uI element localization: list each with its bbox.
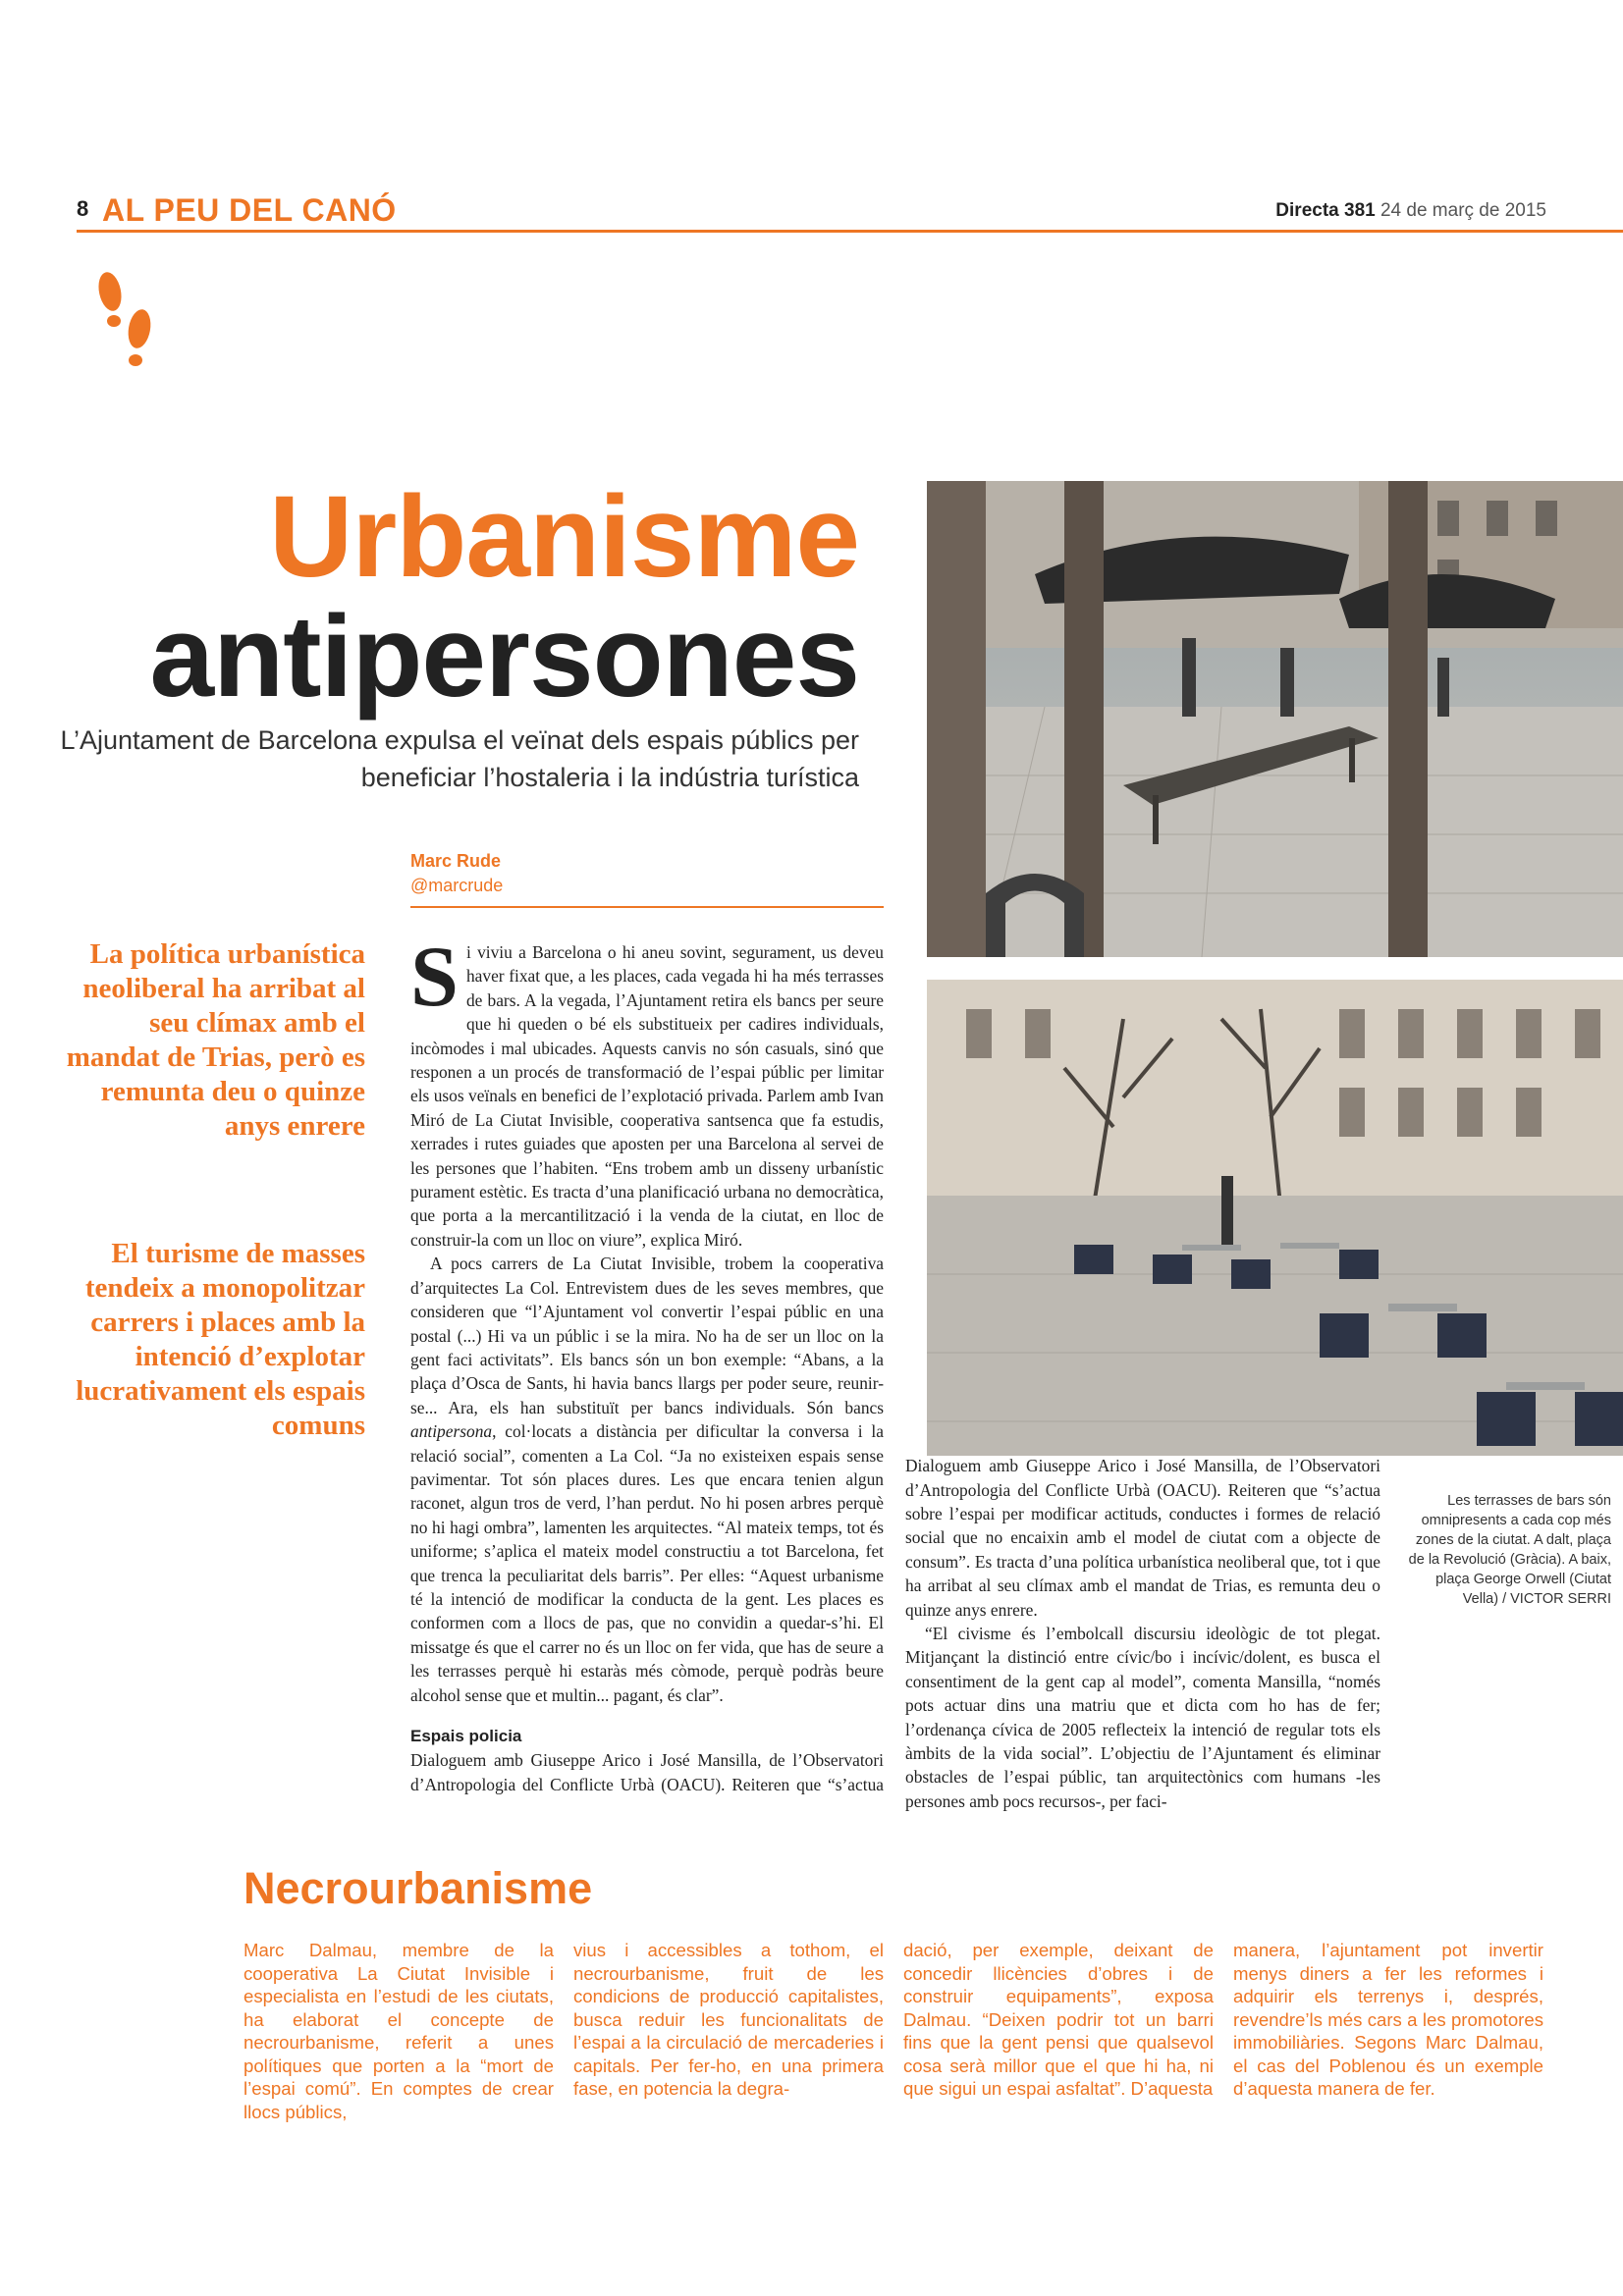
box-title: Necrourbanisme xyxy=(243,1863,593,1913)
article-body-column-2 xyxy=(905,1456,1380,1813)
article-paragraph xyxy=(905,1454,1380,1622)
box-column: dació, per exemple, deixant de concedir llicències d’obres i de construir equipaments”, exposa Dalmau. “Deixen podrir tot un barri fins que la gent pensi que qualsevol cosa serà millor que el que hi ha, ni que sigui un espai asfaltat”. D’aquesta xyxy=(903,1940,1214,2099)
subtitle: L’Ajuntament de Barcelona expulsa el veïnat dels espais públics per beneficiar l’hostaleria i la indústria turística xyxy=(60,725,859,792)
section-title: AL PEU DEL CANÓ xyxy=(102,192,397,228)
issue-date: 24 de març de 2015 xyxy=(1380,200,1546,221)
photo-placa-revolucio xyxy=(927,481,1623,957)
box-column: Marc Dalmau, membre de la cooperativa La Ciutat Invisible i especialista en l’estudi de les ciutats, ha elaborat el concepte de necrourbanisme, referit a unes polítiques que porten a la “mort de l’espai comú”. En comptes de crear llocs públics, xyxy=(243,1940,554,2122)
italic-term: antipersona xyxy=(410,1421,493,1442)
photo-caption: Les terrasses de bars són omnipresents a cada cop més zones de la ciutat. A dalt, plaça de la Revolució (Gràcia). A baix, plaça George Orwell (Ciutat Vella) / VICTOR SERRI xyxy=(1408,1493,1611,1607)
paragraph-text: i viviu a Barcelona o hi aneu sovint, segurament, us deveu haver fixat que, a les places, cada vegada hi ha més terrasses de bars. A la vegada, l’Ajuntament retira els bancs per seure que hi queden o bé els substitueix per cadires individuals, incòmodes i mal ubicades. Aquests canvis no són casuals, sinó que responen a un procés de transformació de l’espai públic per limitar els usos veïnals en benefici de l’explotació privada. Parlem amb Ivan Miró de La Ciutat Invisible, cooperativa santsenca que fa estudis, xerrades i rutes guiades que aposten per una Barcelona al servei de les persones que l’habiten. “Ens trobem amb un disseny urbanístic purament estètic. Es tracta d’una planificació urbana no democràtica, que porta a la mercantilització i la venda de la ciutat, en lloc de construir-la com un lloc on viure”, explica Miró. xyxy=(410,942,884,1250)
paragraph-text: A pocs carrers de La Ciutat Invisible, trobem la cooperativa d’arquitectes La Col. Entrevistem dues de les seves membres, que consideren que “l’Ajuntament vol convertir l’espai públic en una postal (...) Hi va un públic i se la mira. No ha de ser un lloc on la gent faci activitats”. Els bancs són un bon exemple: “Abans, a la plaça d’Osca de Sants, hi havia bancs llargs per poder seure, reunir-se... Ara, els han substituït per bancs individuals. Són bancs xyxy=(410,1254,884,1417)
article-paragraph xyxy=(410,930,884,1252)
byline-rule xyxy=(410,906,884,908)
pull-quote: El turisme de masses tendeix a monopolitzar carrers i places amb la intenció d’explotar lucrativament els espais comuns xyxy=(76,1238,365,1441)
issue-info xyxy=(1275,200,1546,222)
pull-quote: La política urbanística neoliberal ha arribat al seu clímax amb el mandat de Trias, però es remunta deu o quinze anys enrere xyxy=(66,938,365,1142)
author-handle: @marcrude xyxy=(410,876,504,895)
drop-cap: S xyxy=(410,930,459,1025)
footprints-icon xyxy=(90,270,161,378)
box-column: manera, l’ajuntament pot invertir menys diners a fer les reformes i adquirir els terrenys i, després, revendre’ls més cars a les promotores immobiliàries. Segons Marc Dalmau, el cas del Poblenou és un exemple d’aquesta manera de fer. xyxy=(1233,1940,1543,2099)
page-number: 8 xyxy=(77,196,89,221)
subheading: Espais policia xyxy=(410,1727,522,1745)
photo-placa-george-orwell xyxy=(927,980,1623,1456)
headline-line-2: antipersones xyxy=(149,592,859,721)
box-column: vius i accessibles a tothom, el necrourbanisme, fruit de les condicions de producció capitalistes, busca reduir les funcionalitats de l’espai a la circulació de mercaderies i capitals. Per fer-ho, en una primera fase, en potencia la degra- xyxy=(573,1940,884,2099)
paragraph-text: Dialoguem amb Giuseppe Arico i José Mansilla, de l’Observatori d’Antropologia del Conflicte Urbà (OACU). Reiteren que “s’actua sobre l’espai per modificar actituds, conductes i formes de relació social que no encaixin amb el model de ciutat com a objecte de consum”. Es tracta d’una política urbanística neoliberal que, tot i que ha arribat al seu clímax amb el mandat de Trias, es remunta deu o quinze anys enrere. xyxy=(905,1456,1380,1620)
article-paragraph: Dialoguem amb Giuseppe Arico i José Mansilla, de l’Observatori d’Antropologia del Conflicte Urbà (OACU). Reiteren que “s’actua xyxy=(410,1750,884,1794)
paragraph-text: , col·locats a distància per dificultar la conversa i la relació social”, comenten a La Col. “Ja no existeixen espais sense pavimentar. Tot són places dures. Les que encara tenien algun raconet, algun tros de verd, l’han perdut. No hi posen arbres perquè no hi hagi ombra”, lamenten les arquitectes. “Al mateix temps, tot és uniforme; s’aplica el mateix model constructiu a tot Barcelona, fet que trenca la peculiaritat dels barris”. Per elles: “Aquest urbanisme té la intenció de modificar la conducta de la gent. Les places es conformen com a llocs de pas, que no convidin a quedar-s’hi. El missatge és que el carrer no és un lloc on fer vida, que has de seure a les terrasses perquè hi estaràs més còmode, perquè podràs beure alcohol sense que et multin... pagant, és clar”. xyxy=(410,1421,884,1705)
header-rule xyxy=(77,230,1623,233)
article-paragraph xyxy=(410,1252,884,1707)
article-body-column-1 xyxy=(410,930,884,1795)
headline-line-1: Urbanisme xyxy=(269,472,859,602)
byline xyxy=(410,849,503,898)
publication-name: Directa 381 xyxy=(1275,200,1376,221)
article-paragraph: “El civisme és l’embolcall discursiu ideològic de tot plegat. Mitjançant la distinció entre cívic/bo i incívic/dolent, es busca el consentiment de la gent cap al model”, comenta Mansilla, “només pots actuar dins una matriu que et dicta com ho has de fer; l’ordenança cívica de 2005 reflecteix la intenció de regular tots els àmbits de la vida social”. L’objectiu de l’Ajuntament és eliminar obstacles de l’espai públic, tan arquitectònics com humans -les persones amb pocs recursos-, per faci- xyxy=(905,1624,1380,1811)
author-name: Marc Rude xyxy=(410,851,502,871)
